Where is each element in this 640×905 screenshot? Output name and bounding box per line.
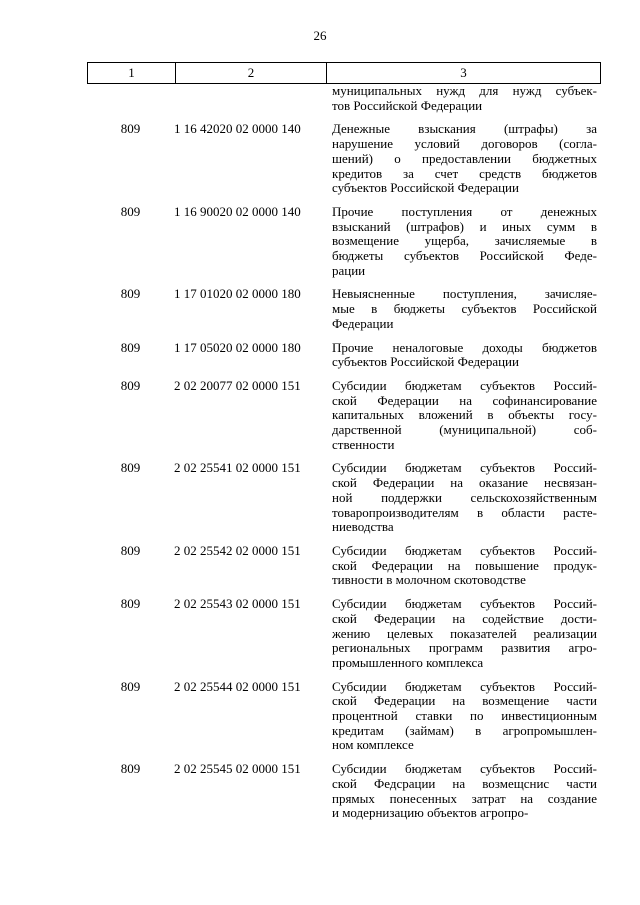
text-line: региональных программ развития агро- bbox=[332, 640, 597, 656]
table-row bbox=[87, 762, 601, 821]
text-line: кредитам (займам) в агропромышлен- bbox=[332, 722, 597, 738]
text-line: муниципальных нужд для нужд субъек- bbox=[332, 83, 597, 98]
text-line: жению целевых показателей реализации bbox=[332, 625, 597, 641]
table-row bbox=[87, 122, 601, 196]
revenue-code: 2 02 25544 02 0000 151 bbox=[174, 678, 301, 694]
admin-code: 809 bbox=[120, 121, 141, 137]
table-row bbox=[87, 379, 601, 453]
revenue-code: 1 17 01020 02 0000 180 bbox=[174, 286, 301, 302]
text-line: Субсидии бюджетам субъектов Россий- bbox=[332, 678, 597, 694]
text-line: ской Федерации на повышение продук- bbox=[332, 557, 597, 573]
text-line: Субсидии бюджетам субъектов Россий- bbox=[332, 761, 597, 777]
revenue-code: 1 16 90020 02 0000 140 bbox=[174, 203, 301, 219]
revenue-code: 2 02 25543 02 0000 151 bbox=[174, 596, 301, 612]
text-line: Прочие неналоговые доходы бюджетов bbox=[332, 339, 597, 355]
column-header-table bbox=[87, 62, 601, 84]
text-line: дарственной (муниципальной) соб- bbox=[332, 422, 597, 438]
table-row bbox=[87, 680, 601, 754]
text-line: бюджеты субъектов Российской Феде- bbox=[332, 248, 597, 264]
text-line: Федерации bbox=[332, 315, 394, 331]
text-line: промышленного комплекса bbox=[332, 654, 484, 670]
table-row bbox=[87, 544, 601, 588]
revenue-description bbox=[324, 680, 597, 754]
text-line: Прочие поступления от денежных bbox=[332, 203, 597, 219]
text-line: прямых понесенных затрат на создание bbox=[332, 790, 597, 806]
text-line: Субсидии бюджетам субъектов Россий- bbox=[332, 377, 597, 393]
continuation-text bbox=[324, 84, 597, 113]
revenue-description bbox=[324, 379, 597, 453]
text-line: ской Федерации на содействие дости- bbox=[332, 610, 597, 626]
text-line: товаропроизводителям в области расте- bbox=[332, 504, 597, 520]
revenue-code: 2 02 25541 02 0000 151 bbox=[174, 460, 301, 476]
text-line: ской Федсрации на возмещснис части bbox=[332, 775, 597, 791]
text-line: ской Федерации на софинансирование bbox=[332, 392, 597, 408]
page-number: 26 bbox=[313, 28, 327, 43]
table-row bbox=[87, 205, 601, 279]
revenue-description bbox=[324, 762, 597, 821]
text-line: Денежные взыскания (штрафы) за bbox=[332, 121, 597, 137]
revenue-description bbox=[324, 287, 597, 331]
revenue-description bbox=[324, 544, 597, 588]
text-line: Субсидии бюджетам субъектов Россий- bbox=[332, 596, 597, 612]
text-line: ской Федерации на возмещение части bbox=[332, 693, 597, 709]
text-line: Субсидии бюджетам субъектов Россий- bbox=[332, 542, 597, 558]
continuation-row bbox=[87, 84, 601, 113]
text-line: Субсидии бюджетам субъектов Россий- bbox=[332, 460, 597, 476]
text-line: и модернизацию объектов агропро- bbox=[332, 805, 529, 821]
column-header-row bbox=[88, 63, 601, 84]
text-line: ской Федерации на оказание несвязан- bbox=[332, 475, 597, 491]
admin-code: 809 bbox=[120, 377, 141, 393]
text-line: шений) о предоставлении бюджетных bbox=[332, 150, 597, 166]
text-line: субъектов Российской Федерации bbox=[332, 354, 519, 370]
text-line: капитальных вложений в объекты госу- bbox=[332, 407, 597, 423]
admin-code: 809 bbox=[120, 203, 141, 219]
text-line: Невыясненные поступления, зачисляе- bbox=[332, 286, 597, 302]
revenue-code: 2 02 25542 02 0000 151 bbox=[174, 542, 301, 558]
text-line: нарушение условий договоров (согла- bbox=[332, 136, 597, 152]
text-line: процентной ставки по инвестиционным bbox=[332, 708, 597, 724]
text-line: ниеводства bbox=[332, 519, 394, 535]
text-line: мые в бюджеты субъектов Российской bbox=[332, 301, 597, 317]
revenue-code: 2 02 25545 02 0000 151 bbox=[174, 761, 301, 777]
text-line: ном комплексе bbox=[332, 737, 414, 753]
revenue-code: 1 16 42020 02 0000 140 bbox=[174, 121, 301, 137]
column-header-2: 2 bbox=[176, 63, 327, 84]
text-line: взысканий (штрафов) и иных сумм в bbox=[332, 218, 597, 234]
table-row bbox=[87, 287, 601, 331]
revenue-code-list bbox=[87, 84, 601, 830]
admin-code: 809 bbox=[120, 678, 141, 694]
text-line: ной поддержки сельскохозяйственным bbox=[332, 489, 597, 505]
revenue-description bbox=[324, 461, 597, 535]
admin-code: 809 bbox=[120, 596, 141, 612]
admin-code: 809 bbox=[120, 286, 141, 302]
text-line: возмещение ущерба, зачисляемые в bbox=[332, 233, 597, 249]
text-line: тивности в молочном скотоводстве bbox=[332, 572, 526, 588]
admin-code: 809 bbox=[120, 460, 141, 476]
admin-code: 809 bbox=[120, 542, 141, 558]
column-header-3: 3 bbox=[327, 63, 601, 84]
text-line: тов Российской Федерации bbox=[332, 97, 483, 113]
column-header-1: 1 bbox=[88, 63, 176, 84]
table-row bbox=[87, 597, 601, 671]
text-line: субъектов Российской Федерации bbox=[332, 180, 519, 196]
revenue-description bbox=[324, 122, 597, 196]
revenue-description bbox=[324, 205, 597, 279]
revenue-code: 2 02 20077 02 0000 151 bbox=[174, 377, 301, 393]
table-row bbox=[87, 341, 601, 370]
text-line: рации bbox=[332, 262, 366, 278]
revenue-description bbox=[324, 597, 597, 671]
table-row bbox=[87, 461, 601, 535]
text-line: ственности bbox=[332, 436, 395, 452]
revenue-code: 1 17 05020 02 0000 180 bbox=[174, 339, 301, 355]
admin-code: 809 bbox=[120, 761, 141, 777]
revenue-description bbox=[324, 341, 597, 370]
text-line: кредитов за счет средств бюджетов bbox=[332, 165, 597, 181]
admin-code: 809 bbox=[120, 339, 141, 355]
